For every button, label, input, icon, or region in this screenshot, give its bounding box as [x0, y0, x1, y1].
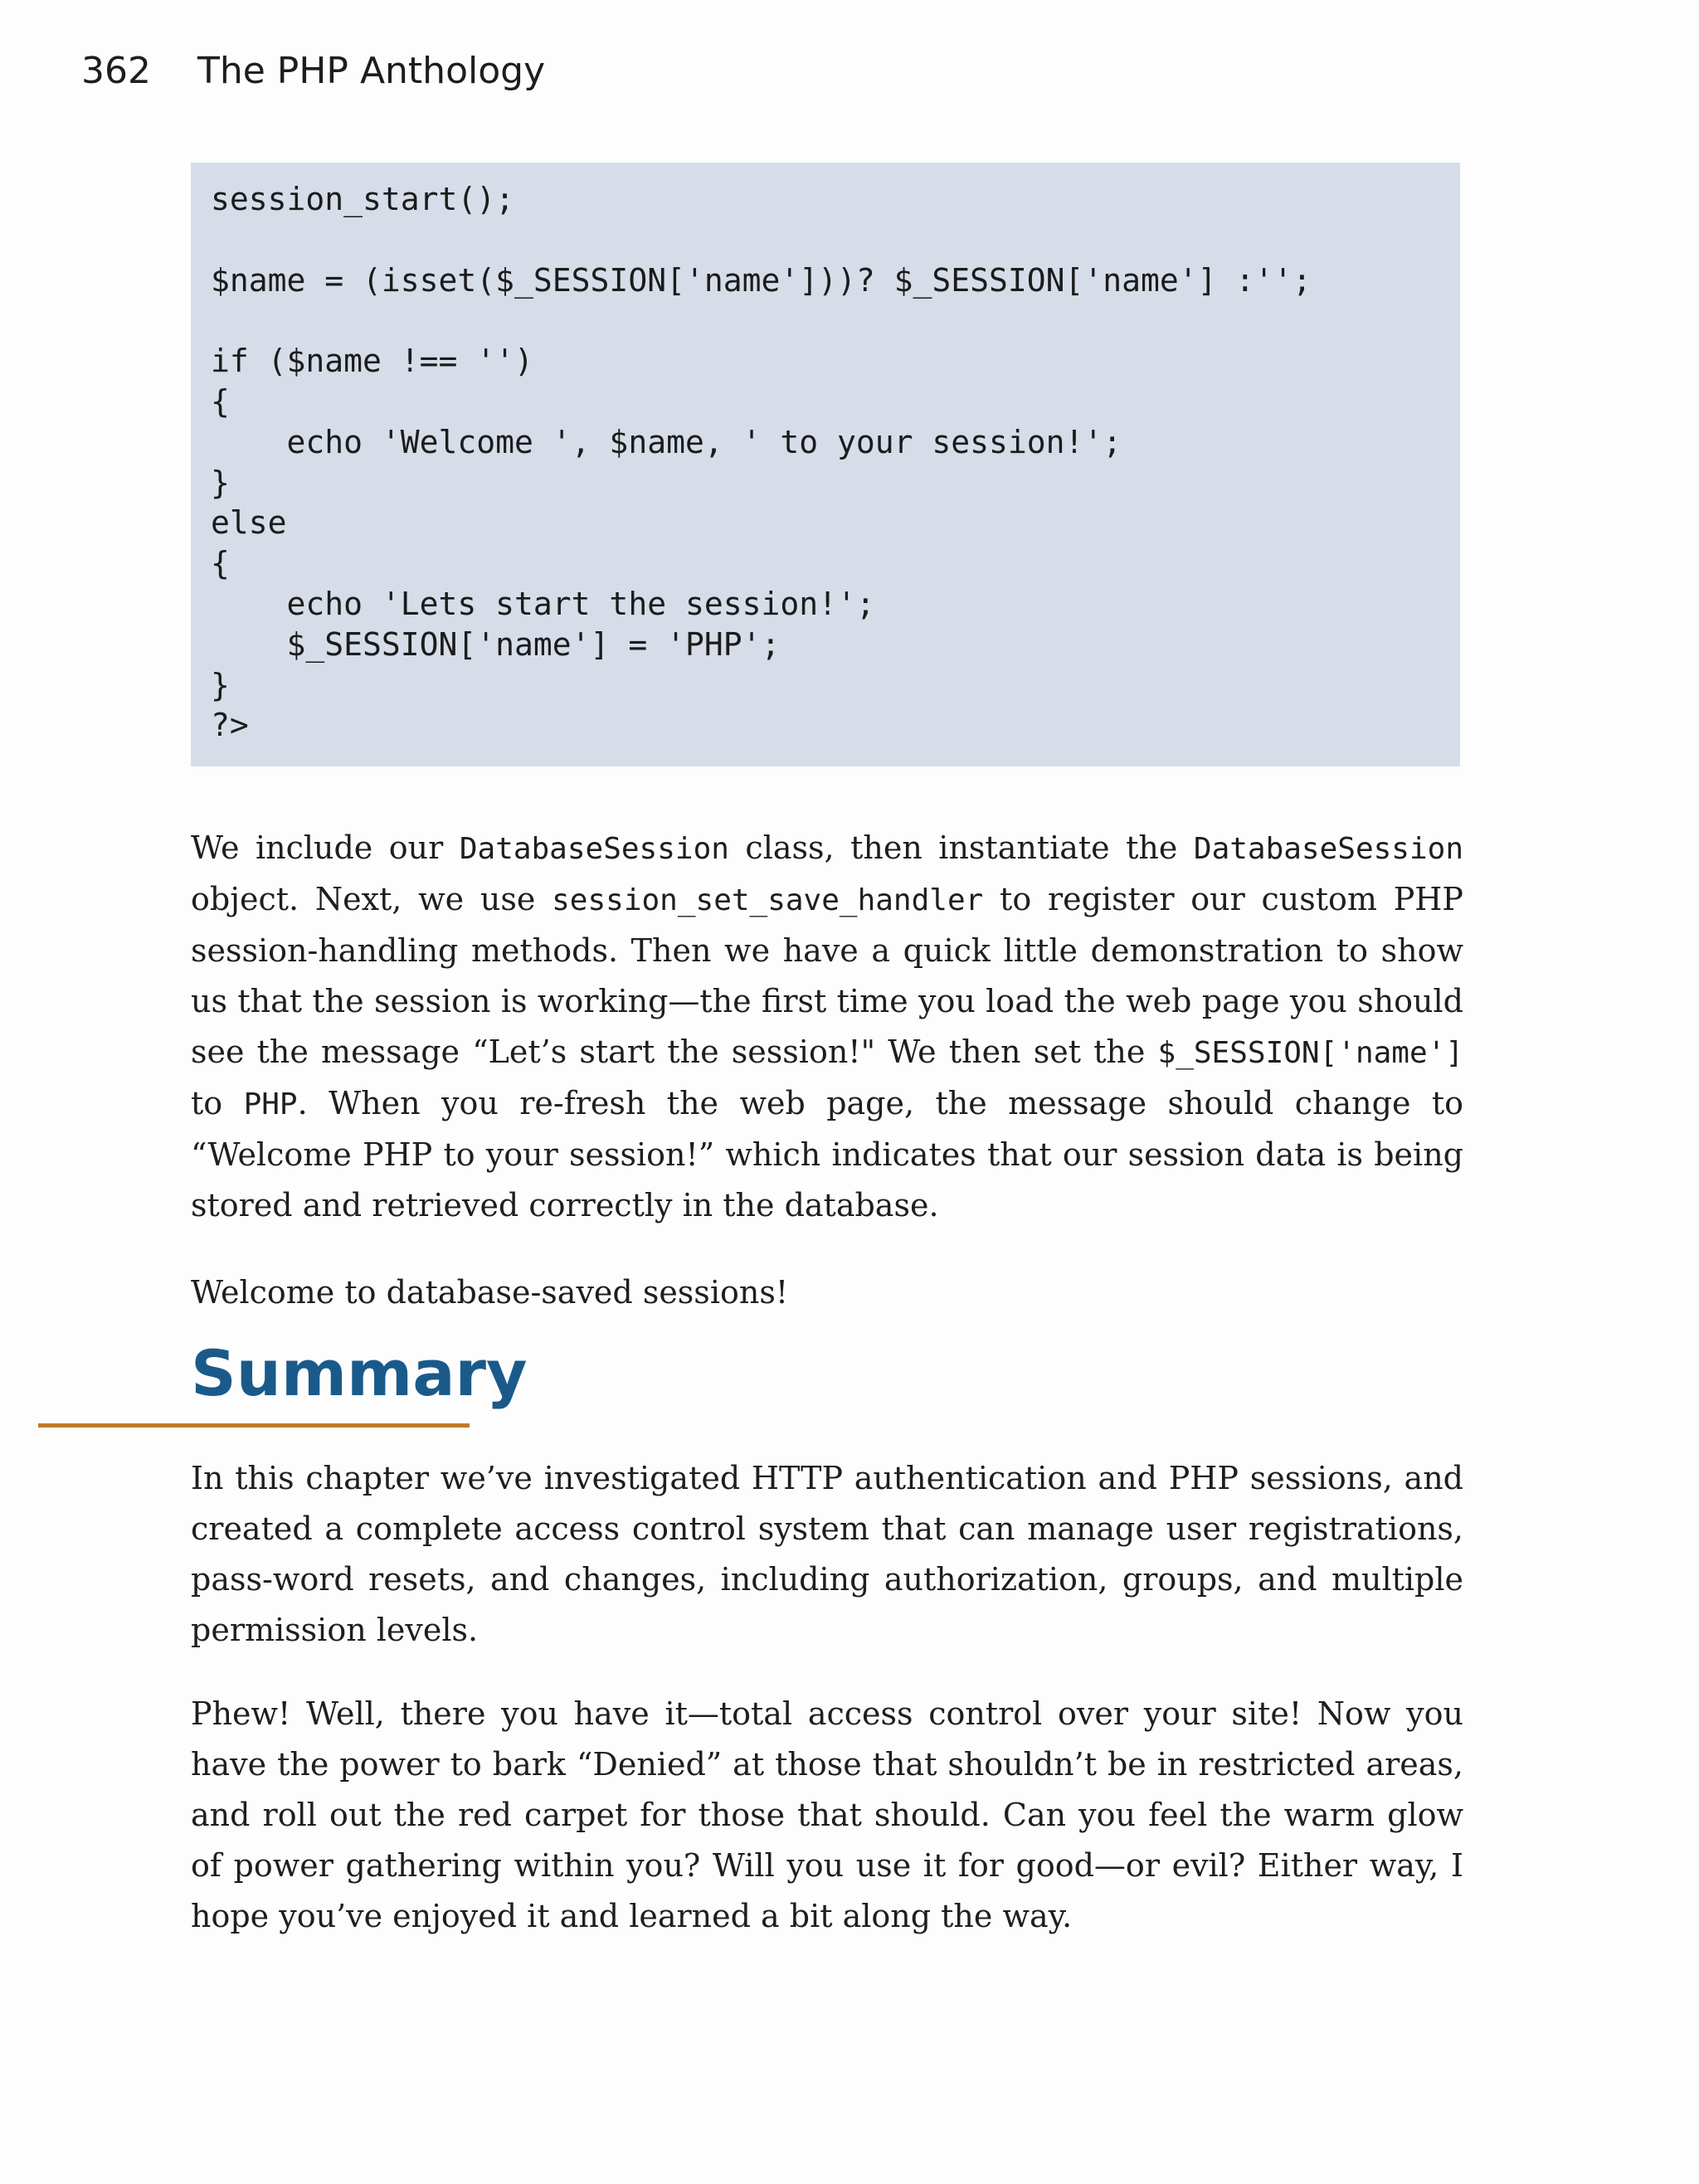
inline-code: $_SESSION['name']: [1157, 1036, 1463, 1070]
summary-paragraph-2: Phew! Well, there you have it—total access control over your site! Now you have the power to bark “Denied” at those that shouldn’t be in restricted areas, and roll out the red carpet for those that should. Can you feel the warm glow of power gathering within you? Will you use it for good—or evil? Either way, I hope you’ve enjoyed it and learned a bit along the way.: [191, 1695, 1463, 1934]
code-listing: session_start(); $name = (isset($_SESSION['name']))? $_SESSION['name'] :''; if ($name !== '') { echo 'Welcome ', $name, ' to your session!'; } else { echo 'Lets start the session!'; $_SESSION['name'] = 'PHP'; } ?>: [211, 181, 1312, 744]
book-title: The PHP Anthology: [197, 50, 546, 92]
body-paragraph-explanation: [191, 823, 1463, 1231]
text-run: to: [191, 1085, 244, 1121]
inline-code: PHP: [243, 1087, 298, 1121]
text-run: class, then instantiate the: [728, 829, 1194, 866]
summary-paragraph-1: In this chapter we’ve investigated HTTP authentication and PHP sessions, and created a complete access control system that can manage user registrations, pass-word resets, and changes, including authorization, groups, and multiple permission levels.: [191, 1460, 1463, 1648]
heading-underline-rule: [38, 1423, 470, 1428]
text-run: We include our: [191, 829, 460, 866]
text-run: to register our custom PHP session-handling methods. Then we have a quick little demonstration to show us that the session is working—the first time you load the web page you should see the message “Let’s start the session!" We then set the: [191, 881, 1463, 1070]
text-run: object. Next, we use: [191, 881, 553, 917]
inline-code: session_set_save_handler: [552, 883, 984, 917]
section-heading-summary: Summary: [191, 1336, 528, 1410]
running-head: [81, 50, 545, 92]
body-paragraph-welcome: Welcome to database-saved sessions!: [191, 1274, 789, 1311]
text-run: . When you re-fresh the web page, the message should change to “Welcome PHP to your session!” which indicates that our session data is being stored and retrieved correctly in the database.: [191, 1085, 1463, 1223]
page-number: 362: [81, 50, 151, 92]
inline-code: DatabaseSession: [459, 832, 729, 866]
inline-code: DatabaseSession: [1193, 832, 1463, 866]
code-block: [191, 163, 1460, 766]
